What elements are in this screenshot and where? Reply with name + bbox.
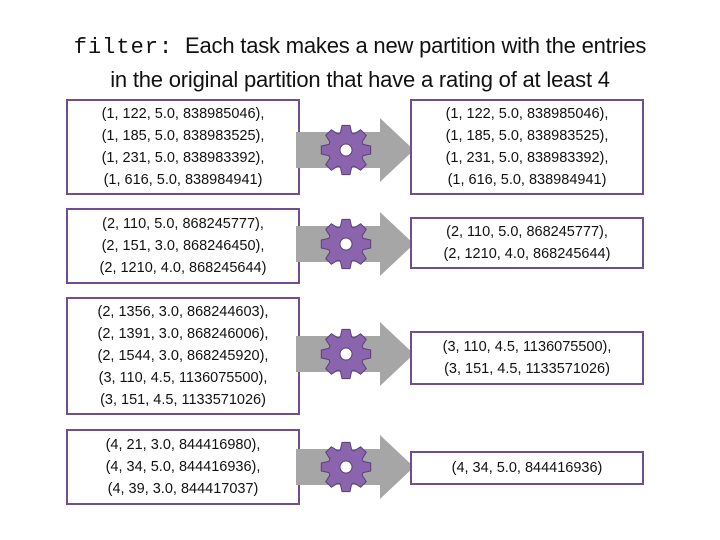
input-entry: (2, 151, 3.0, 868246450),: [101, 238, 265, 254]
output-partition-4: [410, 451, 644, 485]
slide-title: [0, 30, 720, 96]
title-line-1: [0, 30, 720, 64]
filter-task-2: [296, 212, 414, 276]
title-line-1-text: Each task makes a new partition with the entries: [185, 33, 647, 58]
title-line-2: in the original partition that have a rating of at least 4: [110, 67, 610, 92]
output-entry: (3, 151, 4.5, 1133571026): [444, 361, 610, 377]
input-entry: (1, 616, 5.0, 838984941): [103, 172, 263, 188]
gear-hole: [340, 348, 352, 360]
input-partition-2: [66, 208, 300, 284]
input-partition-1: [66, 99, 300, 195]
gear-icon: [321, 329, 370, 378]
input-entry: (2, 110, 5.0, 868245777),: [102, 216, 264, 232]
input-partition-4: [66, 429, 300, 505]
gear-hole: [340, 461, 352, 473]
gear-icon: [321, 219, 370, 268]
output-entry: (2, 110, 5.0, 868245777),: [446, 224, 608, 240]
output-entry: (1, 616, 5.0, 838984941): [447, 172, 607, 188]
output-entry: (1, 122, 5.0, 838985046),: [445, 106, 609, 122]
input-partition-3: [66, 297, 300, 415]
input-entry: (4, 39, 3.0, 844417037): [107, 481, 259, 497]
input-entry: (2, 1356, 3.0, 868244603),: [97, 304, 269, 320]
output-entry: (1, 231, 5.0, 838983392),: [445, 150, 609, 166]
output-entry: (3, 110, 4.5, 1136075500),: [442, 339, 612, 355]
filter-task-1: [296, 118, 414, 182]
input-entry: (3, 110, 4.5, 1136075500),: [98, 370, 268, 386]
gear-icon: [321, 125, 370, 174]
input-entry: (4, 21, 3.0, 844416980),: [105, 437, 261, 453]
input-entry: (3, 151, 4.5, 1133571026): [100, 392, 266, 408]
output-partition-1: [410, 99, 644, 195]
gear-icon: [321, 442, 370, 491]
input-entry: (4, 34, 5.0, 844416936),: [105, 459, 261, 475]
input-entry: (1, 231, 5.0, 838983392),: [101, 150, 265, 166]
output-entry: (4, 34, 5.0, 844416936): [451, 460, 603, 476]
output-partition-2: [410, 217, 644, 269]
gear-hole: [340, 238, 352, 250]
output-partition-3: [410, 331, 644, 385]
input-entry: (2, 1544, 3.0, 868245920),: [97, 348, 269, 364]
input-entry: (1, 185, 5.0, 838983525),: [101, 128, 265, 144]
input-entry: (1, 122, 5.0, 838985046),: [101, 106, 265, 122]
title-code: filter:: [73, 35, 174, 60]
filter-task-3: [296, 322, 414, 386]
filter-task-4: [296, 435, 414, 499]
input-entry: (2, 1210, 4.0, 868245644): [99, 260, 267, 276]
gear-hole: [340, 144, 352, 156]
output-entry: (2, 1210, 4.0, 868245644): [443, 246, 611, 262]
input-entry: (2, 1391, 3.0, 868246006),: [97, 326, 269, 342]
output-entry: (1, 185, 5.0, 838983525),: [445, 128, 609, 144]
